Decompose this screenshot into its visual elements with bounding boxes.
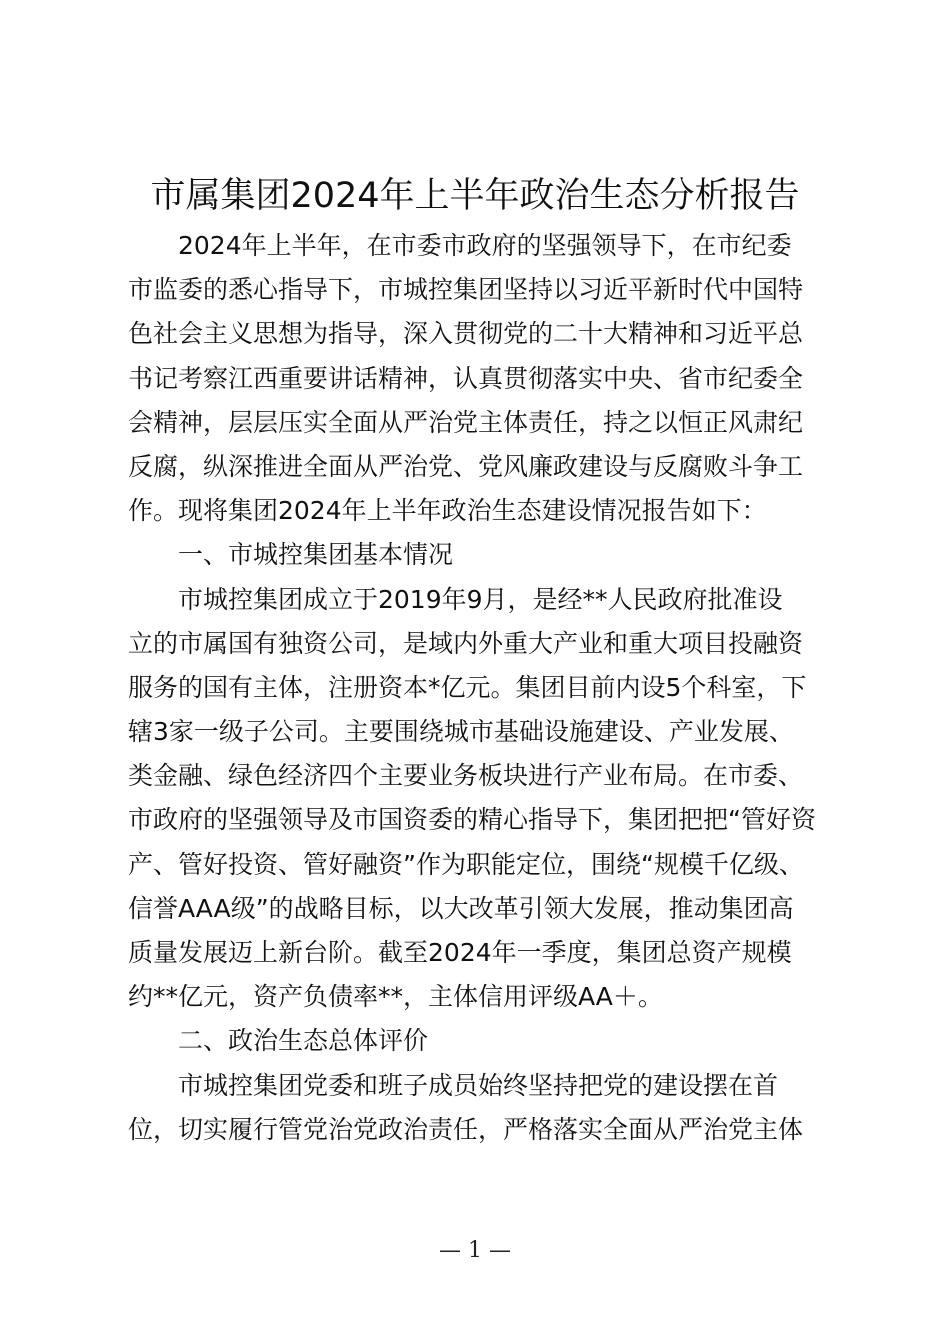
paragraph-line: 信誉AAA级”的战略目标，以大改革引领大发展，推动集团高	[128, 893, 794, 923]
paragraph-line: 服务的国有主体，注册资本*亿元。集团目前内设5个科室，下	[128, 672, 807, 702]
page-number: — 1 —	[439, 1238, 511, 1263]
paragraph-line: 质量发展迈上新台阶。截至2024年一季度，集团总资产规模	[128, 938, 792, 967]
paragraph-line: 2024年上半年，在市委市政府的坚强领导下，在市纪委	[178, 231, 792, 260]
paragraph-line: 位，切实履行管党治党政治责任，严格落实全面从严治党主体	[128, 1114, 804, 1144]
paragraph-line: 书记考察江西重要讲话精神，认真贯彻落实中央、省市纪委全	[128, 363, 804, 393]
document-title: 市属集团2024年上半年政治生态分析报告	[150, 176, 800, 216]
paragraph-line: 市监委的悉心指导下，市城控集团坚持以习近平新时代中国特	[128, 275, 804, 305]
paragraph-line: 色社会主义思想为指导，深入贯彻党的二十大精神和习近平总	[128, 319, 804, 349]
paragraph-line: 辖3家一级子公司。主要围绕城市基础设施建设、产业发展、	[128, 717, 794, 747]
paragraph-line: 作。现将集团2024年上半年政治生态建设情况报告如下：	[128, 496, 767, 526]
document-body	[128, 224, 830, 1152]
section-heading: 二、政治生态总体评价	[178, 1026, 429, 1056]
paragraph-line: 类金融、绿色经济四个主要业务板块进行产业布局。在市委、	[128, 761, 804, 791]
paragraph-line: 立的市属国有独资公司，是域内外重大产业和重大项目投融资	[128, 628, 804, 658]
paragraph-line: 市政府的坚强领导及市国资委的精心指导下，集团把把“管好资	[128, 805, 816, 835]
section-heading: 一、市城控集团基本情况	[178, 540, 454, 570]
paragraph-line: 市城控集团成立于2019年9月，是经**人民政府批准设	[178, 584, 783, 614]
paragraph-line: 产、管好投资、管好融资”作为职能定位，围绕“规模千亿级、	[128, 849, 804, 879]
paragraph-line: 约**亿元，资产负债率**，主体信用评级AA＋。	[128, 982, 663, 1012]
paragraph-line: 反腐，纵深推进全面从严治党、党风廉政建设与反腐败斗争工	[128, 451, 804, 481]
paragraph-line: 会精神，层层压实全面从严治党主体责任，持之以恒正风肃纪	[128, 407, 804, 437]
paragraph-line: 市城控集团党委和班子成员始终坚持把党的建设摆在首	[178, 1070, 779, 1100]
